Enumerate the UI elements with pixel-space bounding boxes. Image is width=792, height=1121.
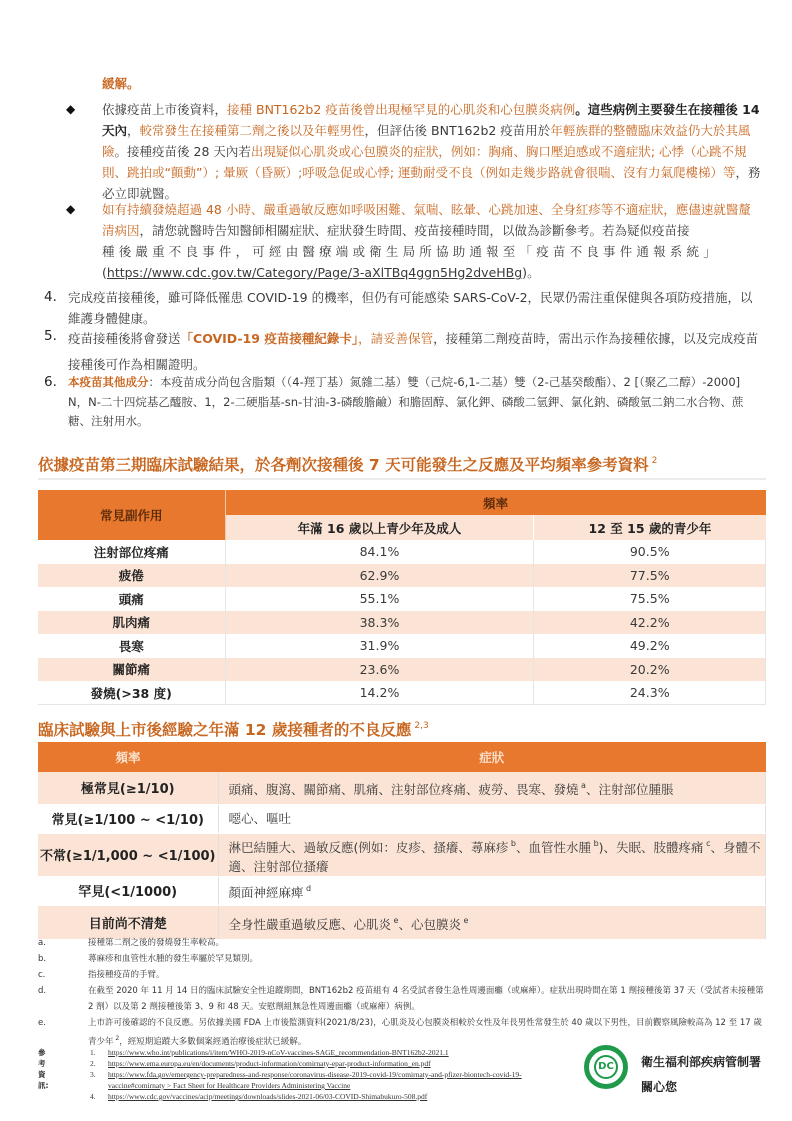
text-segment: 疫苗接種後將會發送 [68, 331, 181, 346]
footnote-ref: e [461, 915, 469, 925]
table-row [38, 634, 766, 658]
reference-number: 1. [90, 1048, 96, 1057]
item-body [68, 373, 762, 432]
divider [38, 478, 766, 480]
item-5 [44, 326, 762, 378]
table1-title-text: 依據疫苗第三期臨床試驗結果，於各劑次接種後 7 天可能發生之反應及平均頻率參考資料 [38, 456, 649, 474]
header-adult: 年滿 16 歲以上青少年及成人 [225, 515, 534, 540]
adult-rate: 84.1% [225, 540, 534, 564]
reference-number: 4. [90, 1092, 96, 1101]
footnote-key: b. [38, 954, 47, 964]
footnote-ref: b [508, 838, 517, 848]
text-segment: 「COVID-19 疫苗接種紀錄卡」 [180, 331, 359, 346]
symptoms-cell: 噁心、嘔吐 [218, 804, 766, 833]
footnote: e. 上市許可後確認的不良反應。另依據美國 FDA 上市後監測資料(2021/8/23)，心肌炎及心包膜炎相較於女性及年長男性常發生於 40 歲以下男性，目前觀察風險較高為 12 至 17 歲青少年 $^2$，經短期追蹤大多數個案經過治療後症狀已緩解。 [38, 1015, 766, 1050]
diamond-bullet-icon: ◆ [66, 202, 76, 216]
header-teen: 12 至 15 歲的青少年 [534, 515, 766, 540]
text-segment: ，請妥善保管 [358, 331, 434, 346]
punctuation: 。 [527, 265, 540, 280]
side-effect-label: 畏寒 [38, 634, 225, 658]
footnote-key: e. [38, 1018, 46, 1028]
text-segment: 完成疫苗接種後，雖可降低罹患 COVID-19 的機率，但仍有可能感染 SARS-CoV-2，民眾仍需注重保健與各項防疫措施，以維護身體健康。 [68, 290, 753, 326]
reference-item [90, 1047, 570, 1058]
text-segment: 如有持續發燒超過 48 小時、嚴重過敏反應如呼吸困難、氣喘、眩暈、心跳加速、全身紅疹等不適症狀，應儘速就醫釐清病因 [102, 202, 751, 238]
footnote-key: a. [38, 938, 46, 948]
symptoms-cell: 顏面神經麻痺 $^d$ [218, 876, 766, 905]
text-segment: 。接種疫苗後 28 天內若 [114, 144, 251, 159]
bullet-myocarditis [66, 99, 762, 204]
item-4 [44, 287, 762, 329]
reference-link[interactable]: https://www.fda.gov/emergency-preparedness-and-response/coronavirus-disease-2019-covid-19/comirnaty-and-pfizer-biontech-covid-19-vaccine#comirnaty > Fact Sheet for Healthcare Providers Administering Vaccine [108, 1070, 522, 1090]
reference-item [90, 1091, 570, 1102]
side-effect-label: 肌肉痛 [38, 611, 225, 635]
table-row [38, 876, 766, 905]
item-6 [44, 373, 762, 432]
symptoms-cell: 頭痛、腹瀉、關節痛、肌痛、注射部位疼痛、疲勞、畏寒、發燒 $^a$、注射部位腫脹 [218, 772, 766, 804]
item-body [68, 326, 762, 378]
org-name: 衛生福利部疾病管制署 [641, 1055, 762, 1069]
text-segment: ，請您就醫時告知醫師相關症狀、症狀發生時間、疫苗接種時間，以做為診斷參考。若為疑似疫苗接 [139, 223, 690, 238]
table-row [38, 540, 766, 564]
text-segment: 本疫苗其他成分 [68, 375, 149, 389]
footnote-key: d. [38, 986, 47, 996]
text-segment: 。這些病例主要發生在接種後 14 天內 [102, 102, 760, 138]
side-effect-label: 發燒(>38 度) [38, 681, 225, 705]
table-row [38, 681, 766, 705]
teen-rate: 75.5% [534, 587, 766, 611]
teen-rate: 77.5% [534, 564, 766, 588]
teen-rate: 24.3% [534, 681, 766, 705]
table2-title [38, 718, 429, 740]
table2-title-text: 臨床試驗與上市後經驗之年滿 12 歲接種者的不良反應 [38, 721, 412, 739]
text-segment: ， [127, 123, 140, 138]
table-row [38, 611, 766, 635]
table-row [38, 587, 766, 611]
frequency-cell: 目前尚不清楚 [38, 905, 218, 939]
citation-sup: 2,3 [414, 721, 429, 731]
bullet-body [102, 99, 762, 204]
footnote-ref: c [703, 838, 711, 848]
adult-rate: 55.1% [225, 587, 534, 611]
teen-rate: 90.5% [534, 540, 766, 564]
footnote: d. 在截至 2020 年 11 月 14 日的臨床試驗安全性追蹤期間，BNT162b2 疫苗組有 4 名受試者發生急性周邊面癱（或麻痺）。症狀出現時間在第 1 劑接種後第 37 天（受試者未接種第 2 劑）以及第 2 劑接種後第 3、9 和 48 天。安慰劑組無急性周邊面癱（或麻痺）病例。 [38, 983, 766, 1015]
adult-rate: 31.9% [225, 634, 534, 658]
org-tagline: 關心您 [641, 1080, 678, 1094]
footnote: c. 指接種疫苗的手臂。 [38, 967, 766, 983]
table-row [38, 772, 766, 804]
frequency-cell: 極常見(≥1/10) [38, 772, 218, 804]
teen-rate: 42.2% [534, 611, 766, 635]
table1-title [38, 453, 657, 475]
reference-link[interactable]: https://www.cdc.gov/vaccines/acip/meetings/downloads/slides-2021-06/03-COVID-Shimabukuro-508.pdf [108, 1092, 428, 1101]
frequency-cell: 罕見(<1/1000) [38, 876, 218, 905]
side-effect-label: 疲倦 [38, 564, 225, 588]
frequency-cell: 常見(≥1/100 ~ <1/10) [38, 804, 218, 833]
footnote-ref: d [303, 884, 312, 893]
cdc-report-link[interactable]: https://www.cdc.gov.tw/Category/Page/3-aXlTBq4ggn5Hg2dveHBg [106, 265, 523, 280]
frequency-cell: 不常(≥1/1,000 ~ <1/100) [38, 833, 218, 876]
reference-item [90, 1069, 570, 1091]
header-side-effect: 常見副作用 [38, 490, 225, 540]
teen-rate: 49.2% [534, 634, 766, 658]
footnote: b. 蕁麻疹和血管性水腫的發生率屬於罕見類別。 [38, 951, 766, 967]
header-symptoms: 症狀 [218, 742, 766, 772]
text-segment: 較常發生在接種第二劑之後以及年輕男性 [139, 123, 365, 138]
text-segment: ，但評估後 BNT162b2 疫苗用於 [364, 123, 551, 138]
item-number: 4. [44, 289, 57, 305]
report-system-line: 種後嚴重不良事件，可經由醫療端或衛生局所協助通報至「疫苗不良事件通報系統」 [102, 244, 720, 259]
text-segment: 依據疫苗上市後資料， [102, 102, 228, 117]
side-effect-label: 關節痛 [38, 658, 225, 682]
table-row [38, 564, 766, 588]
table-row [38, 905, 766, 939]
text-segment: 出現疑似心肌炎或心包膜炎的症狀，例如：胸痛、胸口壓迫感或不適症狀; 心悸（心跳不規則、跳拍或“顫動”）; 暈厥（昏厥）;呼吸急促或心悸; 運動耐受不良（例如走幾步路就會很喘、沒有力氣爬樓梯）等 [102, 144, 747, 180]
adult-rate: 38.3% [225, 611, 534, 635]
references-label: 參考資訊: [38, 1048, 49, 1090]
teen-rate: 20.2% [534, 658, 766, 682]
reference-number: 2. [90, 1059, 96, 1068]
text-segment: ，接種第二劑疫苗時，需出示作為接種依據，以及完成疫苗接種後可作為相關證明。 [68, 331, 759, 372]
footnote-ref: e [391, 915, 399, 925]
table-row [38, 658, 766, 682]
footnote-ref: b [591, 838, 599, 848]
reference-item [90, 1058, 570, 1069]
adverse-reaction-table [38, 742, 766, 940]
header-frequency: 頻率 [38, 742, 218, 772]
reference-number: 3. [90, 1070, 96, 1079]
text-segment: ：本疫苗成分尚包含脂類（（4-羥丁基）氮雜二基）雙（己烷-6,1-二基）雙（2-己基癸酸酯）、2 [（聚乙二醇）-2000] N，N-二十四烷基乙醯胺、1，2-二硬脂基-sn-甘油-3-磷酸膽鹼）和膽固醇、氯化鉀、磷酸二氫鉀、氯化鈉、磷酸氫二鈉二水合物、蔗糖、注射用水。 [68, 375, 744, 428]
text-segment: 接種 BNT162b2 疫苗後曾出現極罕見的心肌炎和心包膜炎病例 [227, 102, 576, 117]
side-effect-label: 頭痛 [38, 587, 225, 611]
text-segment: 年輕族群的整體臨床效益仍大於其風險 [102, 123, 751, 159]
item-body [68, 287, 762, 329]
footnote: a. 接種第二劑之後的發燒發生率較高。 [38, 935, 766, 951]
footnotes [38, 935, 766, 1050]
item-number: 5. [44, 328, 57, 344]
symptoms-cell: 淋巴結腫大、過敏反應(例如：皮疹、搔癢、蕁麻疹 $^b$、血管性水腫 $^b$)、失眠、肢體疼痛 $^c$、身體不適、注射部位搔癢 [218, 833, 766, 876]
continuation-text: 緩解。 [102, 76, 140, 91]
adult-rate: 62.9% [225, 564, 534, 588]
symptoms-cell: 全身性嚴重過敏反應、心肌炎 $^e$、心包膜炎 $^e$ [218, 905, 766, 939]
footnote-key: c. [38, 970, 46, 980]
header-frequency: 頻率 [225, 490, 766, 515]
adult-rate: 14.2% [225, 681, 534, 705]
item-number: 6. [44, 374, 57, 390]
citation-sup: 2 [651, 456, 658, 466]
cdc-logo [584, 1045, 628, 1089]
text-segment: ，務必立即就醫。 [102, 165, 761, 201]
reference-link[interactable]: https://www.ema.europa.eu/en/documents/product-information/comirnaty-epar-product-information_en.pdf [108, 1059, 431, 1068]
cdc-logo-mark: DC [594, 1055, 618, 1079]
table-row [38, 833, 766, 876]
diamond-bullet-icon: ◆ [66, 102, 76, 116]
footnote-ref: a [578, 781, 586, 791]
side-effect-frequency-table [38, 490, 766, 705]
bullet-fever-allergy [66, 199, 762, 283]
table-row [38, 804, 766, 833]
side-effect-label: 注射部位疼痛 [38, 540, 225, 564]
adult-rate: 23.6% [225, 658, 534, 682]
reference-link[interactable]: https://www.who.int/publications/i/item/WHO-2019-nCoV-vaccines-SAGE_recommendation-BNT162b2-2021.1 [108, 1048, 449, 1057]
bullet-body: 如有持續發燒超過 48 小時、嚴重過敏反應如呼吸困難、氣喘、眩暈、心跳加速、全身紅疹等不適症狀，應儘速就醫釐清病因，請您就醫時告知醫師相關症狀、症狀發生時間、疫苗接種時間，以做為診斷參考。若為疑似疫苗接 種後嚴重不良事件，可經由醫療端或衛生局所協助通報至「疫苗不良事件通報系統」 (https://www.cdc.gov.tw/Category/Page/3-aXlTBq4ggn5Hg2dveHBg)。 [102, 202, 751, 280]
